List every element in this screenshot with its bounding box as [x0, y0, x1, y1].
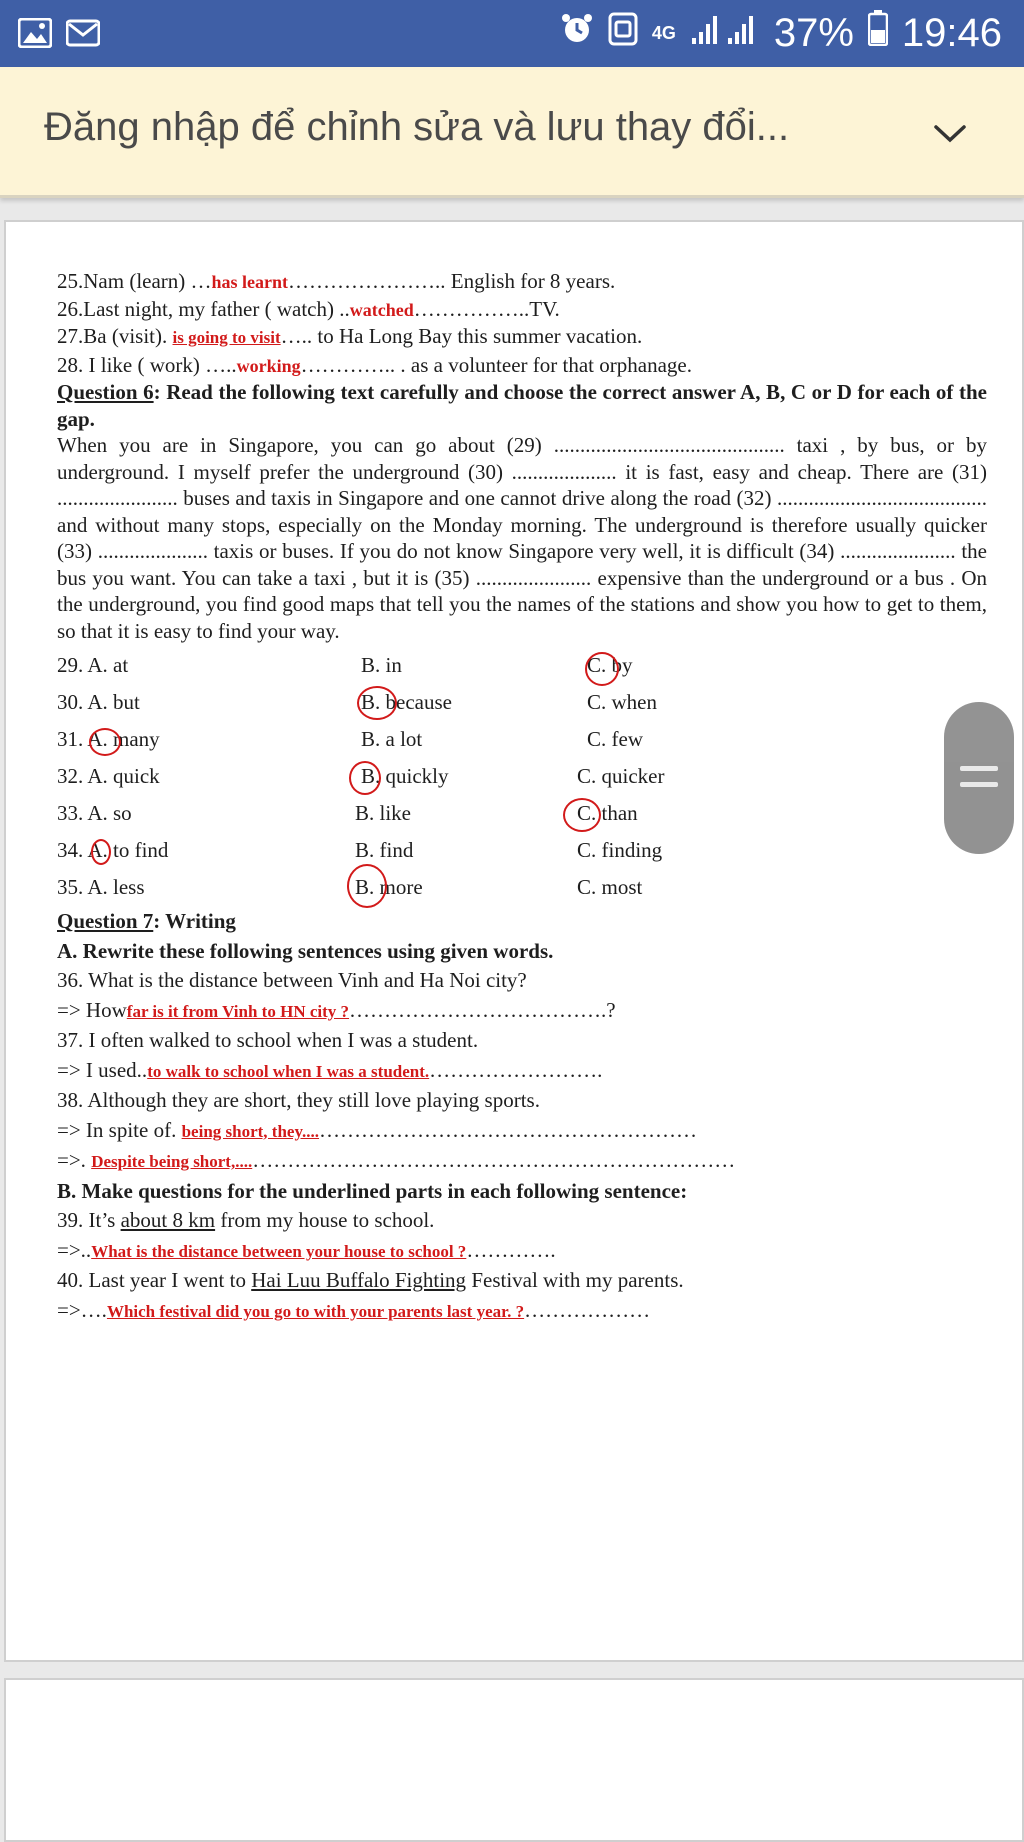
answer-39: =>..What is the distance between your house to school ?………….	[57, 1237, 556, 1262]
section-a-heading: A. Rewrite these following sentences using given words.	[57, 938, 554, 963]
option-31-c: C. few	[587, 727, 643, 751]
battery-percent: 37%	[773, 10, 854, 55]
answer-26: watched	[349, 299, 414, 320]
status-bar	[0, 0, 1024, 67]
battery-icon	[868, 10, 888, 56]
option-32-a: 32. A. quick	[57, 764, 160, 788]
answer-38a: => In spite of. being short, they....………………………………………………	[57, 1117, 698, 1142]
network-type: 4G	[651, 23, 676, 43]
question-27: 27.Ba (visit). is going to visit….. to Ha Long Bay this summer vacation.	[57, 324, 643, 348]
option-29-c: C. by	[587, 653, 633, 677]
question-36: 36. What is the distance between Vinh and Ha Noi city?	[57, 968, 527, 992]
option-33-b: B. like	[355, 801, 411, 825]
selected-answer-mark	[91, 839, 111, 865]
question-38: 38. Although they are short, they still love playing sports.	[57, 1088, 540, 1112]
selected-answer-mark	[347, 864, 387, 908]
clock: 19:46	[901, 10, 1002, 55]
option-35-b: B. more	[355, 875, 423, 899]
answer-27: is going to visit	[172, 328, 281, 347]
chevron-down-icon[interactable]	[930, 113, 970, 153]
mail-icon	[66, 16, 100, 50]
answer-40: =>….Which festival did you go to with your parents last year. ?………………	[57, 1297, 651, 1322]
option-29-b: B. in	[361, 653, 402, 677]
option-30-a: 30. A. but	[57, 690, 140, 714]
document-content	[57, 268, 987, 1326]
signal-icon	[690, 11, 760, 56]
option-31-a: 31. A. many	[57, 727, 160, 751]
question-37: 37. I often walked to school when I was a student.	[57, 1028, 479, 1052]
answer-25: has learnt	[211, 272, 289, 292]
question-6-heading: Question 6: Read the following text carefully and choose the correct answer A, B, C or D for each of the gap.	[57, 380, 987, 431]
option-row-30	[57, 685, 987, 722]
question-39: 39. It’s about 8 km from my house to school.	[57, 1208, 435, 1232]
option-33-a: 33. A. so	[57, 801, 132, 825]
section-b-heading: B. Make questions for the underlined parts in each following sentence:	[57, 1178, 688, 1203]
question-26: 26.Last night, my father ( watch) ..watched……………..TV.	[57, 296, 560, 321]
scroll-handle[interactable]	[944, 702, 1014, 854]
option-34-c: C. finding	[577, 838, 663, 862]
question-40: 40. Last year I went to Hai Luu Buffalo Fighting Festival with my parents.	[57, 1268, 684, 1292]
selected-answer-mark	[357, 686, 397, 720]
option-30-c: C. when	[587, 690, 657, 714]
alarm-icon	[560, 11, 594, 56]
option-33-c: C. than	[577, 801, 638, 825]
option-31-b: B. a lot	[361, 727, 423, 751]
option-32-b: B. quickly	[361, 764, 449, 788]
option-row-32	[57, 759, 987, 796]
option-34-b: B. find	[355, 838, 414, 862]
option-34-a: 34. A. to find	[57, 838, 169, 862]
question-25: 25.Nam (learn) …has learnt………………….. English for 8 years.	[57, 269, 616, 293]
edit-login-banner[interactable]	[0, 67, 1024, 198]
question-7-heading: Question 7: Writing	[57, 909, 236, 933]
gallery-icon	[18, 16, 52, 50]
question-7	[57, 907, 987, 1326]
option-29-a: 29. A. at	[57, 653, 129, 677]
reading-passage: When you are in Singapore, you can go about (29) ............................................ taxi , by bus, or by underground. I myself prefer the underground (30) .................... it is fast, easy and cheap. There are (31) ....................... buses and taxis in Singapore and one cannot drive along the road (32) ........................................ and without many stops, especially on the Monday morning. The underground is therefore usually quicker (33) ..................... taxis or buses. If you do not know Singapore very well, it is difficult (34) ...................... the bus you want. You can take a taxi , but it is (35) ...................... expensive than the underground or a bus . On the underground, you find good maps that tell you the names of the stations and show you how to get to them, so that it is easy to find your way.	[57, 433, 987, 643]
answer-28: working	[236, 355, 301, 376]
answer-options	[57, 648, 987, 907]
scroll-handle-grip-bottom	[960, 782, 998, 787]
selected-answer-mark	[349, 761, 381, 795]
option-35-c: C. most	[577, 875, 643, 899]
option-32-c: C. quicker	[577, 764, 665, 788]
selected-answer-mark	[563, 798, 601, 832]
option-row-29	[57, 648, 987, 685]
answer-36: => Howfar is it from Vinh to HN city ?……………………………….?	[57, 997, 616, 1022]
answer-37: => I used..to walk to school when I was a student.…………………….	[57, 1057, 603, 1082]
option-row-34	[57, 833, 987, 870]
answer-38b: =>. Despite being short,....……………………………………………………………	[57, 1148, 736, 1172]
scroll-handle-grip-top	[960, 766, 998, 771]
option-35-a: 35. A. less	[57, 875, 145, 899]
nfc-icon	[608, 11, 638, 56]
document-page-2	[4, 1678, 1024, 1842]
selected-answer-mark	[585, 652, 619, 686]
option-row-31	[57, 722, 987, 759]
option-30-b: B. because	[361, 690, 452, 714]
question-28: 28. I like ( work) …..working………….. . as a volunteer for that orphanage.	[57, 352, 692, 377]
banner-text: Đăng nhập để chỉnh sửa và lưu thay đổi...	[44, 105, 790, 149]
selected-answer-mark	[89, 728, 121, 756]
option-row-33	[57, 796, 987, 833]
document-page	[4, 220, 1024, 1662]
option-row-35	[57, 870, 987, 907]
